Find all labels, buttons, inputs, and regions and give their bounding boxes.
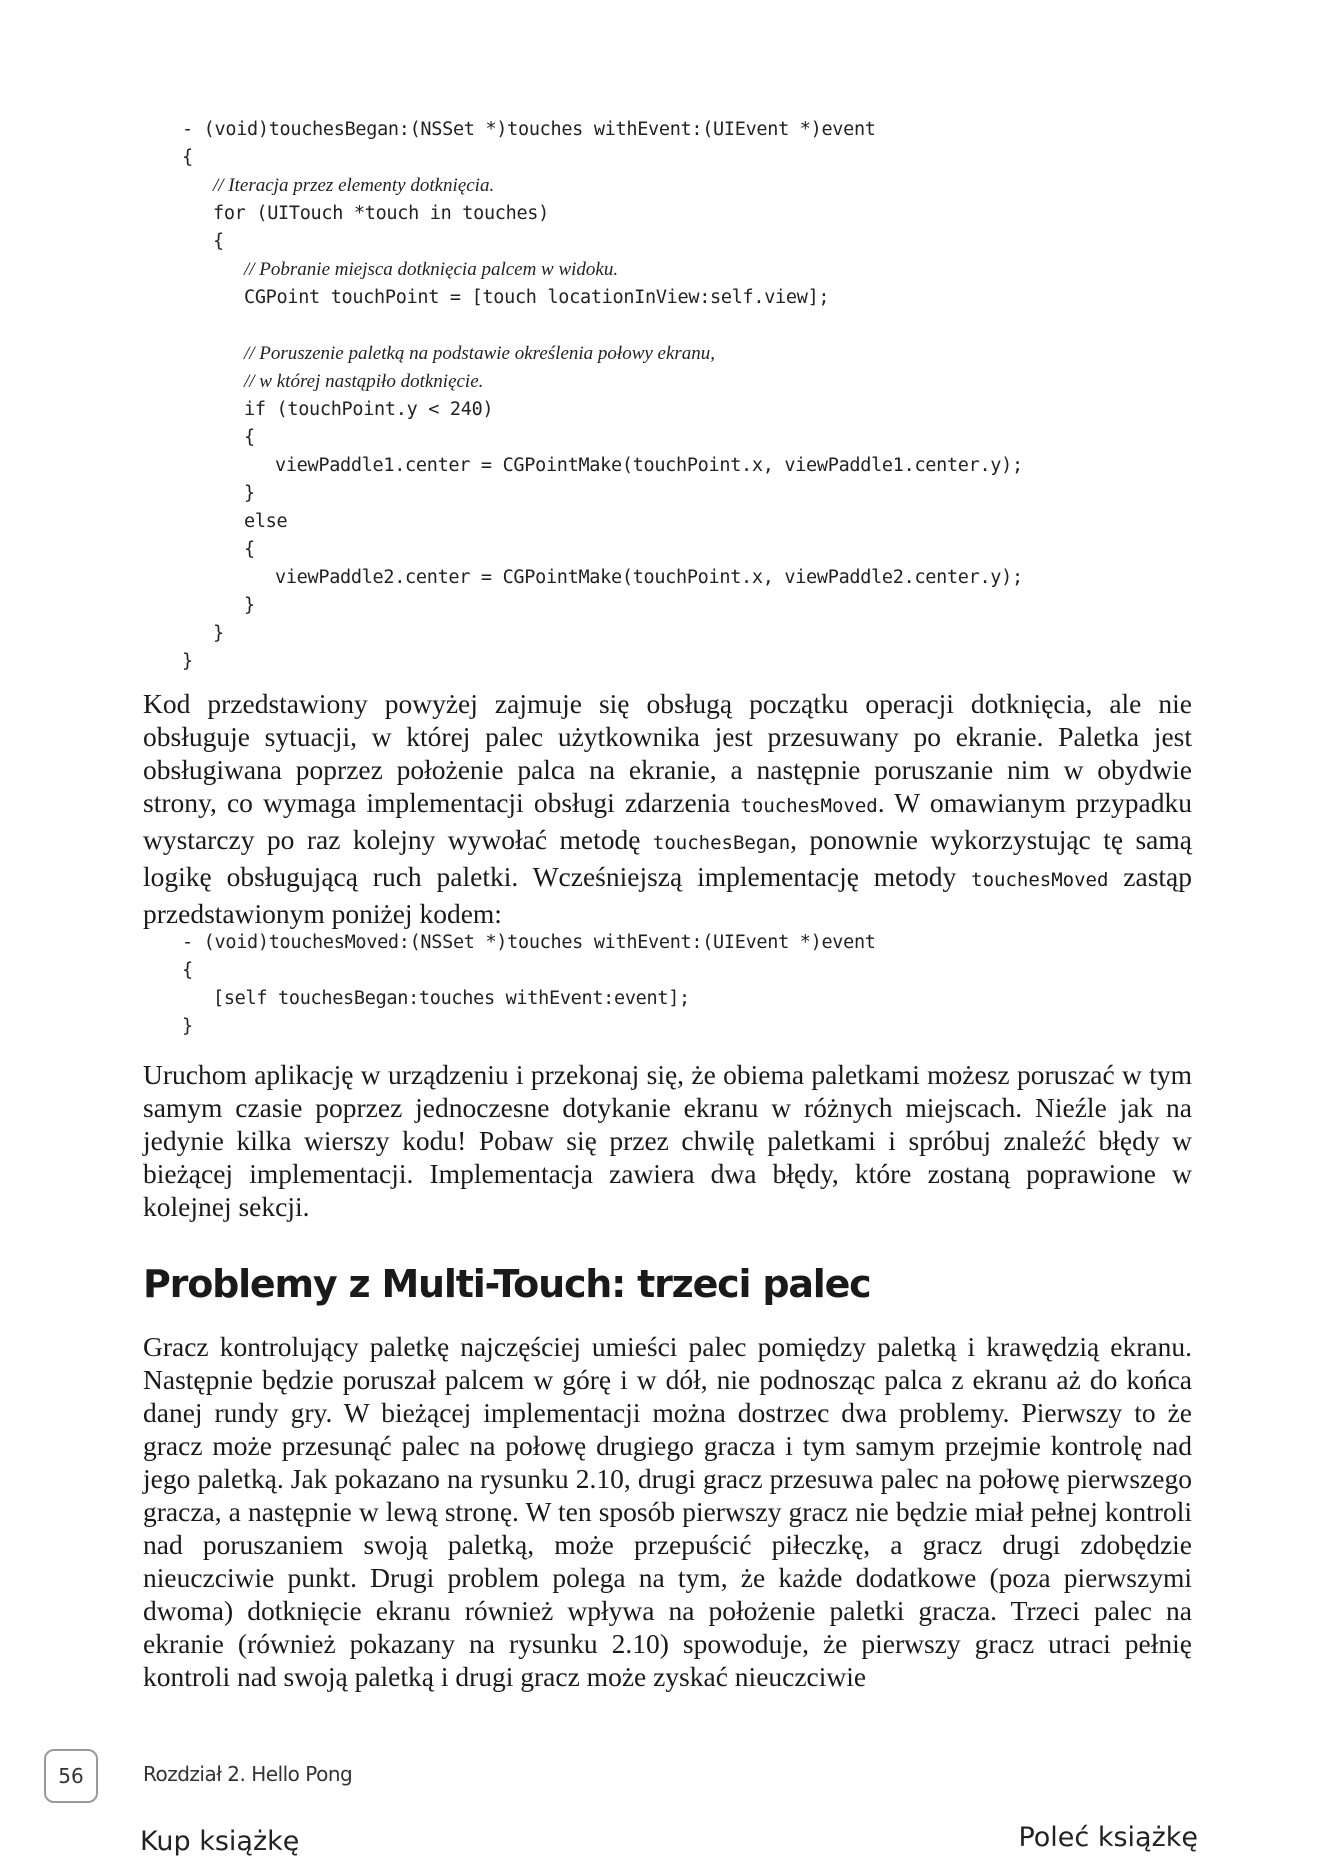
- inline-code: touchesMoved: [740, 795, 878, 817]
- code-line: CGPoint touchPoint = [touch locationInView:self.view];: [244, 287, 830, 308]
- code-line: [self touchesBegan:touches withEvent:event];: [213, 988, 690, 1009]
- code-line: {: [244, 539, 255, 560]
- code-comment: // w której nastąpiło dotknięcie.: [244, 371, 484, 392]
- code-block-touches-moved: [182, 929, 876, 1041]
- paragraph-touches-explanation: [143, 687, 1192, 930]
- inline-code: touchesBegan: [652, 832, 791, 854]
- code-line: }: [244, 483, 255, 504]
- code-line: - (void)touchesBegan:(NSSet *)touches withEvent:(UIEvent *)event: [182, 119, 876, 140]
- paragraph-text: , ponownie wykorzystując tę samą logikę obsługującą ruch paletki. Wcześniejszą implementację metody: [143, 824, 1192, 892]
- code-line: {: [213, 231, 224, 252]
- code-block-touches-began: [182, 116, 1023, 676]
- code-line: }: [244, 595, 255, 616]
- code-line: if (touchPoint.y < 240): [244, 399, 494, 420]
- code-line: {: [182, 960, 193, 981]
- section-heading: Problemy z Multi-Touch: trzeci palec: [143, 1262, 871, 1306]
- code-line: }: [213, 623, 224, 644]
- inline-code: touchesMoved: [971, 869, 1109, 891]
- code-line: - (void)touchesMoved:(NSSet *)touches withEvent:(UIEvent *)event: [182, 932, 876, 953]
- recommend-book-link[interactable]: Poleć książkę: [1018, 1822, 1198, 1853]
- code-comment: // Iteracja przez elementy dotknięcia.: [213, 175, 495, 196]
- paragraph-text: Kod przedstawiony powyżej zajmuje się obsługą początku operacji dotknięcia, ale nie obsługuje sytuacji, w której palec użytkownika jest przesuwany po ekranie. Paletka jest obsługiwana poprzez położenie palca na ekranie, a następnie poruszanie nim w obydwie strony, co wymaga implementacji obsługi zdarzenia: [143, 688, 1192, 818]
- code-comment: // Pobranie miejsca dotknięcia palcem w widoku.: [244, 259, 619, 280]
- code-line: }: [182, 651, 193, 672]
- buy-book-link[interactable]: Kup książkę: [140, 1826, 300, 1857]
- code-line: {: [182, 147, 193, 168]
- code-line: viewPaddle2.center = CGPointMake(touchPoint.x, viewPaddle2.center.y);: [275, 567, 1023, 588]
- code-comment: // Poruszenie paletką na podstawie określenia połowy ekranu,: [244, 343, 716, 364]
- paragraph-run-app: Uruchom aplikację w urządzeniu i przekonaj się, że obiema paletkami możesz poruszać w tym samym czasie poprzez jednoczesne dotykanie ekranu w różnych miejscach. Nieźle jak na jedynie kilka wierszy kodu! Pobaw się przez chwilę paletkami i spróbuj znaleźć błędy w bieżącej implementacji. Implementacja zawiera dwa błędy, które zostaną poprawione w kolejnej sekcji.: [143, 1059, 1192, 1222]
- code-line: [182, 312, 1023, 340]
- paragraph-third-finger: Gracz kontrolujący paletkę najczęściej umieści palec pomiędzy paletką i krawędzią ekranu. Następnie będzie poruszał palcem w górę i w dół, nie podnosząc palca z ekranu aż do końca danej rundy gry. W bieżącej implementacji można dostrzec dwa problemy. Pierwszy to że gracz może przesunąć palec na połowę drugiego gracza i tym samym przejmie kontrolę nad jego paletką. Jak pokazano na rysunku 2.10, drugi gracz przesuwa palec na połowę pierwszego gracza, a następnie w lewą stronę. W ten sposób pierwszy gracz nie będzie miał pełnej kontroli nad poruszaniem swoją paletką, może przepuścić piłeczkę, a gracz drugi zdobędzie nieuczciwie punkt. Drugi problem polega na tym, że każde dodatkowe (poza pierwszymi dwoma) dotknięcie ekranu również wpływa na położenie paletki gracza. Trzeci palec na ekranie (również pokazany na rysunku 2.10) spowoduje, że pierwszy gracz utraci pełnię kontroli nad swoją paletką i drugi gracz może zyskać nieuczciwie: [143, 1331, 1192, 1692]
- code-line: else: [244, 511, 288, 532]
- paragraph-text: . W omawianym przypadku wystarczy po raz kolejny wywołać metodę: [143, 787, 1192, 855]
- paragraph-text: zastąp przedstawionym poniżej kodem:: [143, 861, 1192, 929]
- code-line: for (UITouch *touch in touches): [213, 203, 549, 224]
- running-footer-chapter: Rozdział 2. Hello Pong: [143, 1762, 353, 1786]
- code-line: }: [182, 1016, 193, 1037]
- code-line: {: [244, 427, 255, 448]
- code-line: viewPaddle1.center = CGPointMake(touchPoint.x, viewPaddle1.center.y);: [275, 455, 1023, 476]
- page-number: 56: [44, 1749, 98, 1803]
